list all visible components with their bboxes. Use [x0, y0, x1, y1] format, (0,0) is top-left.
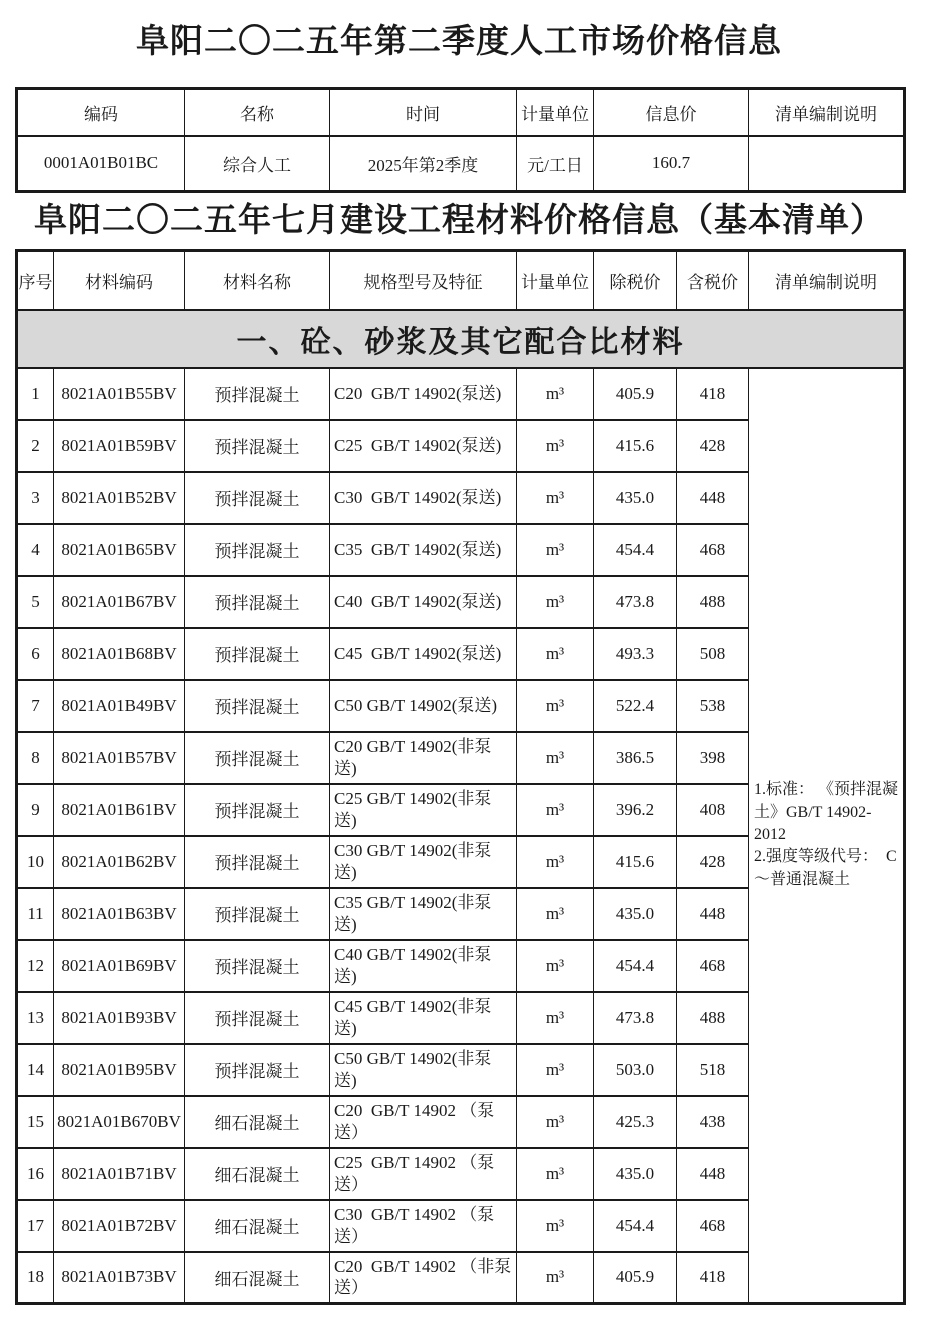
price-inc-tax-cell: 518 [677, 1044, 749, 1096]
material-name-cell: 预拌混凝土 [185, 472, 330, 524]
price-ex-tax-cell: 522.4 [594, 680, 677, 732]
price-ex-tax-cell: 425.3 [594, 1096, 677, 1148]
material-header-spec: 规格型号及特征 [330, 251, 517, 310]
labor-header-time: 时间 [330, 89, 517, 136]
material-header-index: 序号 [17, 251, 54, 310]
material-spec-cell: C20 GB/T 14902 （泵送） [330, 1096, 517, 1148]
labor-header-name: 名称 [185, 89, 330, 136]
material-spec-cell: C40 GB/T 14902(非泵送) [330, 940, 517, 992]
row-index-cell: 4 [17, 524, 54, 576]
material-name-cell: 预拌混凝土 [185, 888, 330, 940]
price-inc-tax-cell: 538 [677, 680, 749, 732]
material-code-cell: 8021A01B61BV [54, 784, 185, 836]
material-code-cell: 8021A01B62BV [54, 836, 185, 888]
row-index-cell: 18 [17, 1252, 54, 1304]
material-code-cell: 8021A01B57BV [54, 732, 185, 784]
price-ex-tax-cell: 454.4 [594, 524, 677, 576]
material-name-cell: 预拌混凝土 [185, 732, 330, 784]
material-name-cell: 预拌混凝土 [185, 420, 330, 472]
row-index-cell: 11 [17, 888, 54, 940]
material-code-cell: 8021A01B95BV [54, 1044, 185, 1096]
material-unit-cell: m³ [517, 1200, 594, 1252]
price-inc-tax-cell: 468 [677, 1200, 749, 1252]
row-index-cell: 2 [17, 420, 54, 472]
price-inc-tax-cell: 468 [677, 940, 749, 992]
row-index-cell: 16 [17, 1148, 54, 1200]
material-code-cell: 8021A01B59BV [54, 420, 185, 472]
material-unit-cell: m³ [517, 1044, 594, 1096]
material-spec-cell: C20 GB/T 14902 （非泵送） [330, 1252, 517, 1304]
material-name-cell: 预拌混凝土 [185, 1044, 330, 1096]
price-ex-tax-cell: 405.9 [594, 1252, 677, 1304]
row-index-cell: 1 [17, 368, 54, 420]
price-ex-tax-cell: 493.3 [594, 628, 677, 680]
material-group-header-row [17, 310, 905, 368]
row-index-cell: 6 [17, 628, 54, 680]
material-code-cell: 8021A01B69BV [54, 940, 185, 992]
price-inc-tax-cell: 398 [677, 732, 749, 784]
row-index-cell: 9 [17, 784, 54, 836]
material-name-cell: 细石混凝土 [185, 1252, 330, 1304]
row-index-cell: 10 [17, 836, 54, 888]
material-name-cell: 细石混凝土 [185, 1200, 330, 1252]
material-unit-cell: m³ [517, 680, 594, 732]
labor-header-row [17, 89, 905, 136]
row-index-cell: 15 [17, 1096, 54, 1148]
price-inc-tax-cell: 448 [677, 1148, 749, 1200]
labor-name-cell: 综合人工 [185, 136, 330, 192]
material-unit-cell: m³ [517, 784, 594, 836]
material-spec-cell: C25 GB/T 14902 （泵送） [330, 1148, 517, 1200]
material-code-cell: 8021A01B63BV [54, 888, 185, 940]
price-inc-tax-cell: 488 [677, 576, 749, 628]
price-ex-tax-cell: 503.0 [594, 1044, 677, 1096]
price-ex-tax-cell: 435.0 [594, 1148, 677, 1200]
material-price-title: 阜阳二〇二五年七月建设工程材料价格信息（基本清单） [34, 203, 884, 239]
price-inc-tax-cell: 438 [677, 1096, 749, 1148]
price-ex-tax-cell: 386.5 [594, 732, 677, 784]
material-spec-cell: C30 GB/T 14902 （泵送） [330, 1200, 517, 1252]
labor-time-cell: 2025年第2季度 [330, 136, 517, 192]
row-index-cell: 14 [17, 1044, 54, 1096]
price-inc-tax-cell: 488 [677, 992, 749, 1044]
price-ex-tax-cell: 405.9 [594, 368, 677, 420]
material-unit-cell: m³ [517, 992, 594, 1044]
row-index-cell: 7 [17, 680, 54, 732]
labor-header-unit: 计量单位 [517, 89, 594, 136]
document-content [15, 0, 903, 1305]
price-inc-tax-cell: 418 [677, 368, 749, 420]
material-name-cell: 预拌混凝土 [185, 836, 330, 888]
price-inc-tax-cell: 428 [677, 420, 749, 472]
row-index-cell: 17 [17, 1200, 54, 1252]
material-unit-cell: m³ [517, 420, 594, 472]
material-unit-cell: m³ [517, 576, 594, 628]
material-spec-cell: C20 GB/T 14902(非泵送) [330, 732, 517, 784]
material-name-cell: 预拌混凝土 [185, 576, 330, 628]
material-spec-cell: C35 GB/T 14902(非泵送) [330, 888, 517, 940]
material-code-cell: 8021A01B55BV [54, 368, 185, 420]
material-name-cell: 预拌混凝土 [185, 940, 330, 992]
row-index-cell: 8 [17, 732, 54, 784]
material-code-cell: 8021A01B68BV [54, 628, 185, 680]
price-inc-tax-cell: 408 [677, 784, 749, 836]
material-unit-cell: m³ [517, 368, 594, 420]
material-code-cell: 8021A01B73BV [54, 1252, 185, 1304]
material-unit-cell: m³ [517, 472, 594, 524]
labor-unit-cell: 元/工日 [517, 136, 594, 192]
labor-header-code: 编码 [17, 89, 185, 136]
row-index-cell: 13 [17, 992, 54, 1044]
row-index-cell: 5 [17, 576, 54, 628]
material-spec-cell: C45 GB/T 14902(非泵送) [330, 992, 517, 1044]
material-spec-cell: C30 GB/T 14902(泵送) [330, 472, 517, 524]
price-ex-tax-cell: 454.4 [594, 940, 677, 992]
material-row [17, 368, 905, 420]
material-group-header: 一、砼、砂浆及其它配合比材料 [17, 310, 905, 368]
material-unit-cell: m³ [517, 940, 594, 992]
price-ex-tax-cell: 435.0 [594, 888, 677, 940]
material-table-body [17, 368, 905, 1304]
material-spec-cell: C35 GB/T 14902(泵送) [330, 524, 517, 576]
price-inc-tax-cell: 448 [677, 888, 749, 940]
material-name-cell: 预拌混凝土 [185, 524, 330, 576]
price-ex-tax-cell: 473.8 [594, 576, 677, 628]
labor-price-title: 阜阳二〇二五年第二季度人工市场价格信息 [136, 24, 782, 60]
labor-code-cell: 0001A01B01BC [17, 136, 185, 192]
material-header-code: 材料编码 [54, 251, 185, 310]
material-header-row [17, 251, 905, 310]
material-name-cell: 预拌混凝土 [185, 628, 330, 680]
price-inc-tax-cell: 418 [677, 1252, 749, 1304]
material-unit-cell: m³ [517, 628, 594, 680]
labor-price-cell: 160.7 [594, 136, 749, 192]
material-header-name: 材料名称 [185, 251, 330, 310]
material-spec-cell: C30 GB/T 14902(非泵送) [330, 836, 517, 888]
material-code-cell: 8021A01B49BV [54, 680, 185, 732]
material-code-cell: 8021A01B93BV [54, 992, 185, 1044]
price-inc-tax-cell: 428 [677, 836, 749, 888]
material-price-table [15, 249, 906, 1305]
material-name-cell: 预拌混凝土 [185, 368, 330, 420]
material-code-cell: 8021A01B65BV [54, 524, 185, 576]
labor-price-table [15, 87, 906, 193]
material-spec-cell: C20 GB/T 14902(泵送) [330, 368, 517, 420]
material-header-unit: 计量单位 [517, 251, 594, 310]
material-header-note: 清单编制说明 [749, 251, 905, 310]
material-spec-cell: C40 GB/T 14902(泵送) [330, 576, 517, 628]
material-unit-cell: m³ [517, 1096, 594, 1148]
material-unit-cell: m³ [517, 524, 594, 576]
material-spec-cell: C25 GB/T 14902(泵送) [330, 420, 517, 472]
price-ex-tax-cell: 435.0 [594, 472, 677, 524]
note-line: 2.强度等级代号： C～普通混凝土 [754, 848, 897, 888]
material-code-cell: 8021A01B670BV [54, 1096, 185, 1148]
price-ex-tax-cell: 454.4 [594, 1200, 677, 1252]
material-name-cell: 细石混凝土 [185, 1096, 330, 1148]
price-ex-tax-cell: 415.6 [594, 420, 677, 472]
material-code-cell: 8021A01B67BV [54, 576, 185, 628]
price-inc-tax-cell: 468 [677, 524, 749, 576]
price-inc-tax-cell: 448 [677, 472, 749, 524]
material-spec-cell: C25 GB/T 14902(非泵送) [330, 784, 517, 836]
row-index-cell: 3 [17, 472, 54, 524]
labor-header-note: 清单编制说明 [749, 89, 905, 136]
material-notes-cell [749, 368, 905, 1304]
labor-note-cell [749, 136, 905, 192]
material-name-cell: 细石混凝土 [185, 1148, 330, 1200]
material-code-cell: 8021A01B52BV [54, 472, 185, 524]
material-code-cell: 8021A01B72BV [54, 1200, 185, 1252]
material-unit-cell: m³ [517, 1252, 594, 1304]
material-name-cell: 预拌混凝土 [185, 784, 330, 836]
row-index-cell: 12 [17, 940, 54, 992]
material-unit-cell: m³ [517, 1148, 594, 1200]
material-code-cell: 8021A01B71BV [54, 1148, 185, 1200]
note-line: 1.标准： 《预拌混凝土》GB/T 14902-2012 [754, 781, 899, 844]
material-unit-cell: m³ [517, 888, 594, 940]
labor-header-price: 信息价 [594, 89, 749, 136]
material-spec-cell: C50 GB/T 14902(非泵送) [330, 1044, 517, 1096]
material-spec-cell: C45 GB/T 14902(泵送) [330, 628, 517, 680]
price-ex-tax-cell: 415.6 [594, 836, 677, 888]
labor-data-row [17, 136, 905, 192]
material-name-cell: 预拌混凝土 [185, 680, 330, 732]
material-unit-cell: m³ [517, 732, 594, 784]
price-ex-tax-cell: 396.2 [594, 784, 677, 836]
material-header-price-ex: 除税价 [594, 251, 677, 310]
material-unit-cell: m³ [517, 836, 594, 888]
price-inc-tax-cell: 508 [677, 628, 749, 680]
price-ex-tax-cell: 473.8 [594, 992, 677, 1044]
material-header-price-inc: 含税价 [677, 251, 749, 310]
material-spec-cell: C50 GB/T 14902(泵送) [330, 680, 517, 732]
material-name-cell: 预拌混凝土 [185, 992, 330, 1044]
